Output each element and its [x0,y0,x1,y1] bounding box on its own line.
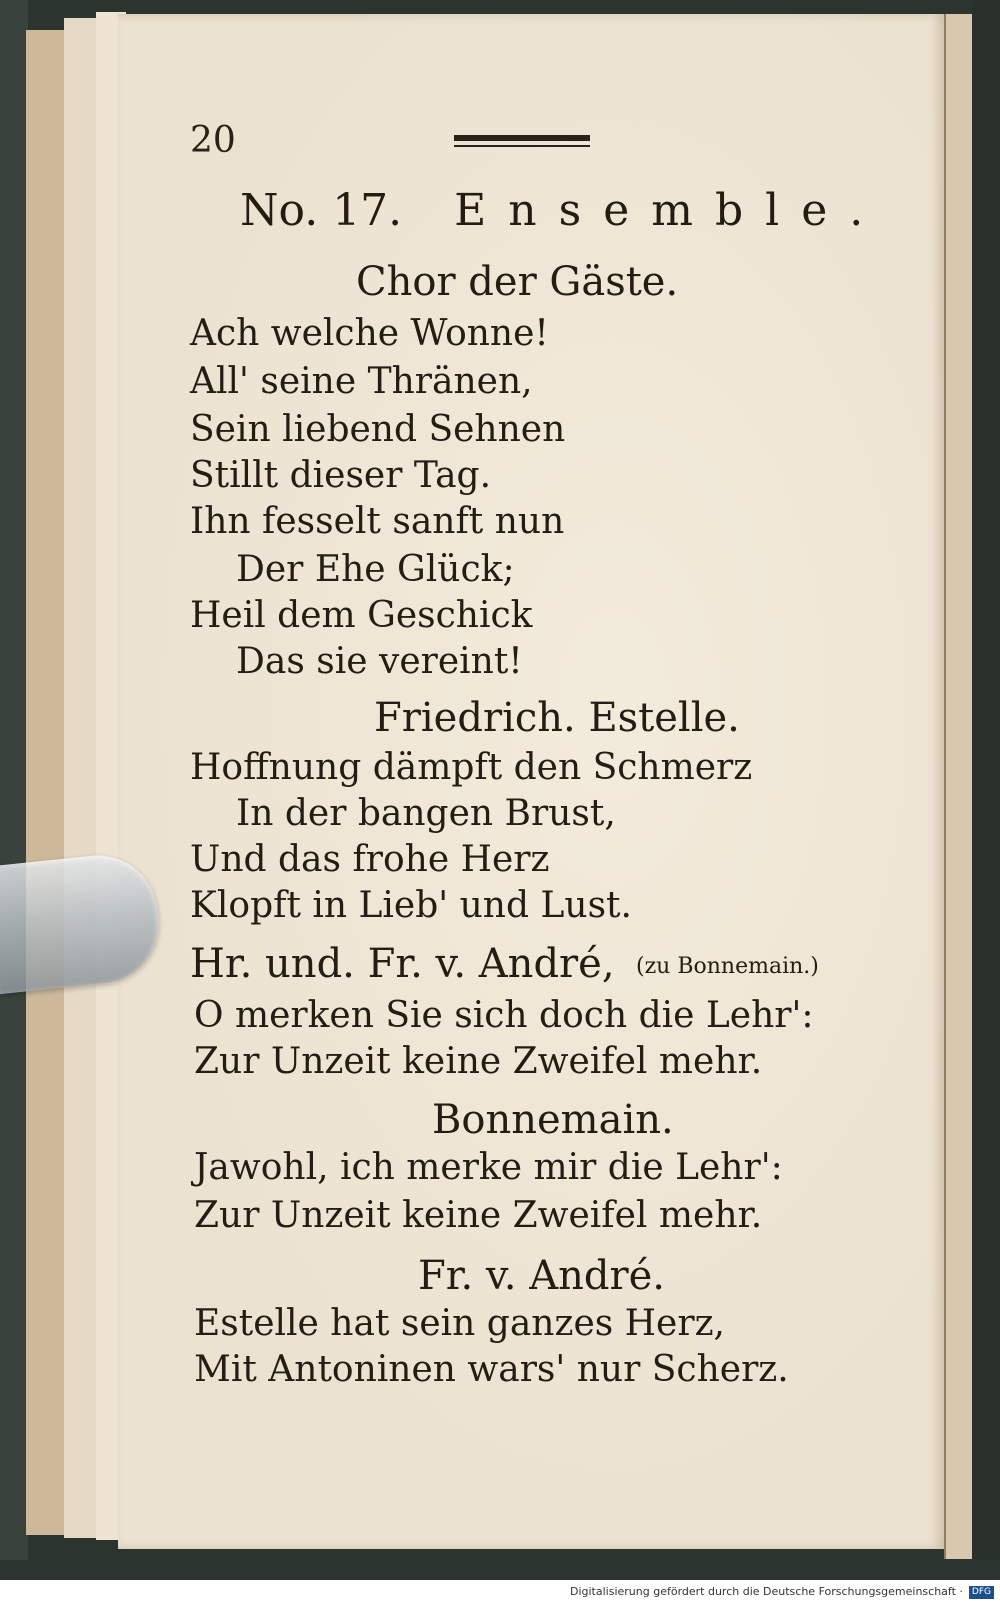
verse-line: Das sie vereint! [236,641,523,682]
verse-line: In der bangen Brust, [236,793,616,834]
scanner-board-left [0,0,28,1603]
verse-line: Ihn fesselt sanft nun [190,501,565,542]
verse-line: Zur Unzeit keine Zweifel mehr. [194,1195,763,1236]
header-rule-thin [454,145,590,147]
verse-line: Und das frohe Herz [190,839,550,880]
verse-line: Hoffnung dämpft den Schmerz [190,747,753,788]
verse-line: Mit Antoninen wars' nur Scherz. [194,1349,789,1390]
verse-line: Sein liebend Sehnen [190,409,566,450]
verse-line: Estelle hat sein ganzes Herz, [194,1303,725,1344]
speaker-name: Hr. und. Fr. v. André, [190,941,615,987]
verse-line: Der Ehe Glück; [236,549,515,590]
verse-line: Heil dem Geschick [190,595,533,636]
speaker-name: Fr. v. André. [418,1253,665,1299]
footer-bar [0,1580,1000,1603]
scanner-board-bottom [0,1560,1000,1580]
footer-credit: Digitalisierung gefördert durch die Deutsche Forschungsgemeinschaft · [569,1585,963,1598]
speaker-name: Chor der Gäste. [356,259,679,305]
speaker-name: Friedrich. Estelle. [374,695,740,741]
scanner-board-right [972,0,1000,1603]
heading-number: No. 17. [240,185,403,236]
speaker-name: Bonnemain. [432,1097,674,1143]
section-heading [240,185,885,236]
verse-line: All' seine Thränen, [190,361,533,402]
verse-line: Stillt dieser Tag. [190,455,492,496]
heading-title: Ensemble. [454,185,886,236]
verse-line: Ach welche Wonne! [190,313,549,354]
facing-page-edge [944,14,974,1559]
verse-line: Zur Unzeit keine Zweifel mehr. [194,1041,763,1082]
page-number: 20 [190,120,236,161]
header-rule [454,135,590,141]
verse-line: O merken Sie sich doch die Lehr': [194,995,814,1036]
verse-line: Klopft in Lieb' und Lust. [190,885,632,926]
verse-line: Jawohl, ich merke mir die Lehr': [194,1147,783,1188]
dfg-logo: DFG [969,1586,994,1599]
stage-direction: (zu Bonnemain.) [636,954,819,979]
